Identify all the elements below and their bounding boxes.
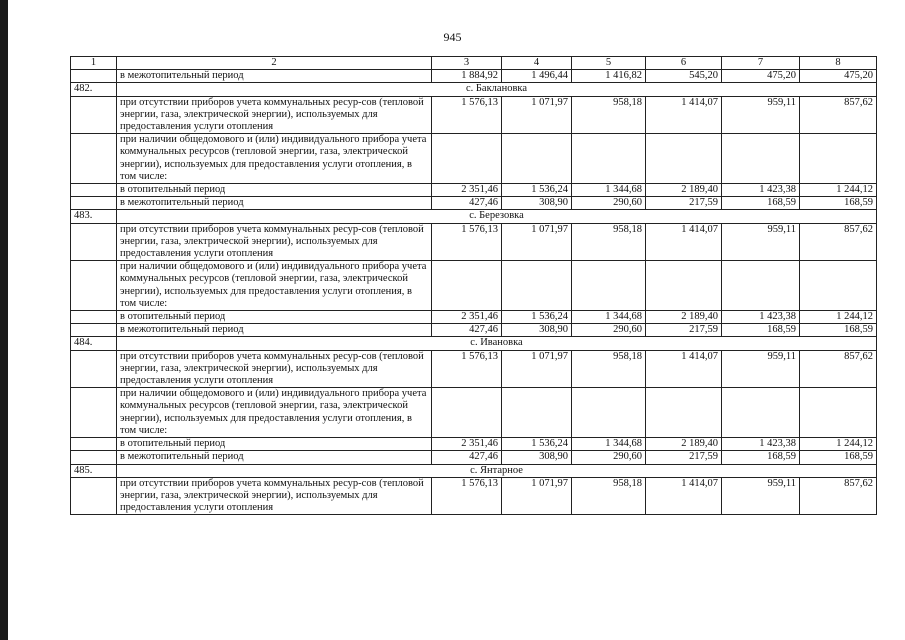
- tariff-value: 1 071,97: [502, 477, 572, 515]
- tariff-value: 1 423,38: [722, 311, 800, 324]
- tariff-value: 1 344,68: [572, 438, 646, 451]
- row-number: [71, 134, 117, 184]
- row-number: [71, 223, 117, 261]
- row-number: [71, 311, 117, 324]
- tariff-value: 1 244,12: [800, 311, 877, 324]
- tariff-value: [646, 134, 722, 184]
- tariff-value: 168,59: [800, 451, 877, 464]
- tariff-value: 2 351,46: [432, 311, 502, 324]
- table-row: [71, 134, 877, 184]
- row-description: при отсутствии приборов учета коммунальных ресур-сов (тепловой энергии, газа, электрической энергии), используемых для предоставления услуги отопления: [117, 350, 432, 388]
- column-number-header: 7: [722, 57, 800, 70]
- tariff-value: 168,59: [722, 197, 800, 210]
- column-number-header: 1: [71, 57, 117, 70]
- row-number: [71, 477, 117, 515]
- tariff-value: 427,46: [432, 197, 502, 210]
- tariff-value: [432, 388, 502, 438]
- column-number-header: 5: [572, 57, 646, 70]
- tariff-value: 2 189,40: [646, 184, 722, 197]
- tariff-value: 290,60: [572, 197, 646, 210]
- tariff-value: 1 344,68: [572, 311, 646, 324]
- tariff-value: 958,18: [572, 96, 646, 134]
- village-row: [71, 464, 877, 477]
- tariff-value: 217,59: [646, 324, 722, 337]
- tariff-value: 959,11: [722, 223, 800, 261]
- row-number: [71, 388, 117, 438]
- tariff-value: 1 071,97: [502, 96, 572, 134]
- table-row: [71, 477, 877, 515]
- tariff-value: 1 884,92: [432, 70, 502, 83]
- row-description: при наличии общедомового и (или) индивидуального прибора учета коммунальных ресурсов (тепловой энергии, газа, электрической энергии), используемых для предоставления услуги отопления, в том числе:: [117, 261, 432, 311]
- row-description: при наличии общедомового и (или) индивидуального прибора учета коммунальных ресурсов (тепловой энергии, газа, электрической энергии), используемых для предоставления услуги отопления, в том числе:: [117, 388, 432, 438]
- column-number-row: [71, 57, 877, 70]
- tariff-value: [572, 261, 646, 311]
- tariff-value: 168,59: [800, 197, 877, 210]
- row-number: [71, 451, 117, 464]
- tariff-value: 1 414,07: [646, 96, 722, 134]
- tariff-value: 1 071,97: [502, 350, 572, 388]
- tariff-value: 1 536,24: [502, 438, 572, 451]
- row-number: [71, 438, 117, 451]
- row-number: 484.: [71, 337, 117, 350]
- row-number: [71, 70, 117, 83]
- row-number: [71, 324, 117, 337]
- tariff-value: [502, 134, 572, 184]
- row-description: в отопительный период: [117, 311, 432, 324]
- column-number-header: 6: [646, 57, 722, 70]
- column-number-header: 2: [117, 57, 432, 70]
- village-name: с. Ивановка: [117, 337, 877, 350]
- village-row: [71, 210, 877, 223]
- table-row: [71, 223, 877, 261]
- row-number: [71, 261, 117, 311]
- village-name: с. Баклановка: [117, 83, 877, 96]
- tariff-value: 168,59: [800, 324, 877, 337]
- table-row: [71, 70, 877, 83]
- table-row: [71, 261, 877, 311]
- tariff-value: 1 536,24: [502, 184, 572, 197]
- tariff-value: 427,46: [432, 451, 502, 464]
- tariff-value: 857,62: [800, 350, 877, 388]
- tariff-value: 1 071,97: [502, 223, 572, 261]
- table-row: [71, 350, 877, 388]
- row-number: [71, 197, 117, 210]
- tariff-value: 2 189,40: [646, 311, 722, 324]
- table-row: [71, 438, 877, 451]
- table-row: [71, 184, 877, 197]
- tariff-value: 857,62: [800, 223, 877, 261]
- row-description: при отсутствии приборов учета коммунальных ресур-сов (тепловой энергии, газа, электрической энергии), используемых для предоставления услуги отопления: [117, 96, 432, 134]
- village-name: с. Янтарное: [117, 464, 877, 477]
- column-number-header: 3: [432, 57, 502, 70]
- tariff-value: 2 351,46: [432, 184, 502, 197]
- column-number-header: 8: [800, 57, 877, 70]
- tariff-value: [432, 134, 502, 184]
- row-description: в отопительный период: [117, 438, 432, 451]
- row-description: при отсутствии приборов учета коммунальных ресур-сов (тепловой энергии, газа, электрической энергии), используемых для предоставления услуги отопления: [117, 223, 432, 261]
- tariff-value: 857,62: [800, 477, 877, 515]
- scan-edge-bar: [0, 0, 8, 640]
- tariff-value: [502, 388, 572, 438]
- row-number: 483.: [71, 210, 117, 223]
- tariff-value: 1 576,13: [432, 223, 502, 261]
- tariff-value: 1 496,44: [502, 70, 572, 83]
- tariff-value: [432, 261, 502, 311]
- table-row: [71, 451, 877, 464]
- village-row: [71, 337, 877, 350]
- tariff-value: 168,59: [722, 324, 800, 337]
- tariff-value: 959,11: [722, 96, 800, 134]
- row-number: 485.: [71, 464, 117, 477]
- tariff-value: 1 414,07: [646, 350, 722, 388]
- row-description: в межотопительный период: [117, 197, 432, 210]
- tariff-value: 427,46: [432, 324, 502, 337]
- tariff-value: [572, 134, 646, 184]
- row-number: [71, 184, 117, 197]
- row-description: в межотопительный период: [117, 70, 432, 83]
- tariff-value: 1 576,13: [432, 350, 502, 388]
- row-description: при отсутствии приборов учета коммунальных ресур-сов (тепловой энергии, газа, электрической энергии), используемых для предоставления услуги отопления: [117, 477, 432, 515]
- row-description: в межотопительный период: [117, 324, 432, 337]
- tariff-value: 308,90: [502, 324, 572, 337]
- tariff-value: [502, 261, 572, 311]
- tariff-value: 2 351,46: [432, 438, 502, 451]
- tariff-value: 217,59: [646, 451, 722, 464]
- table-row: [71, 96, 877, 134]
- village-name: с. Березовка: [117, 210, 877, 223]
- tariff-value: [800, 261, 877, 311]
- row-number: [71, 350, 117, 388]
- tariff-value: 1 536,24: [502, 311, 572, 324]
- tariff-value: 1 244,12: [800, 438, 877, 451]
- tariff-value: 1 414,07: [646, 477, 722, 515]
- tariff-value: 475,20: [800, 70, 877, 83]
- tariff-value: 857,62: [800, 96, 877, 134]
- tariff-value: 545,20: [646, 70, 722, 83]
- row-number: 482.: [71, 83, 117, 96]
- row-description: в межотопительный период: [117, 451, 432, 464]
- row-number: [71, 96, 117, 134]
- tariff-value: 168,59: [722, 451, 800, 464]
- tariff-value: 958,18: [572, 350, 646, 388]
- tariff-value: 959,11: [722, 350, 800, 388]
- table-row: [71, 311, 877, 324]
- page-number: 945: [443, 30, 462, 44]
- table-row: [71, 324, 877, 337]
- tariff-value: 2 189,40: [646, 438, 722, 451]
- column-number-header: 4: [502, 57, 572, 70]
- tariff-value: 1 416,82: [572, 70, 646, 83]
- tariff-value: [722, 388, 800, 438]
- tariff-value: [722, 261, 800, 311]
- tariff-value: 1 414,07: [646, 223, 722, 261]
- village-row: [71, 83, 877, 96]
- tariff-value: 1 344,68: [572, 184, 646, 197]
- tariff-value: 308,90: [502, 451, 572, 464]
- table-row: [71, 197, 877, 210]
- tariff-value: 958,18: [572, 223, 646, 261]
- tariff-value: [800, 134, 877, 184]
- tariff-value: 1 576,13: [432, 477, 502, 515]
- tariff-value: 958,18: [572, 477, 646, 515]
- tariff-value: 959,11: [722, 477, 800, 515]
- tariff-value: 290,60: [572, 324, 646, 337]
- row-description: в отопительный период: [117, 184, 432, 197]
- tariff-value: 1 423,38: [722, 184, 800, 197]
- tariff-value: 475,20: [722, 70, 800, 83]
- tariff-value: 290,60: [572, 451, 646, 464]
- tariff-value: 1 423,38: [722, 438, 800, 451]
- tariff-value: [722, 134, 800, 184]
- tariff-value: 1 244,12: [800, 184, 877, 197]
- tariff-value: 1 576,13: [432, 96, 502, 134]
- tariff-value: 217,59: [646, 197, 722, 210]
- tariff-table: [70, 56, 877, 515]
- tariff-value: 308,90: [502, 197, 572, 210]
- tariff-value: [572, 388, 646, 438]
- tariff-value: [800, 388, 877, 438]
- row-description: при наличии общедомового и (или) индивидуального прибора учета коммунальных ресурсов (тепловой энергии, газа, электрической энергии), используемых для предоставления услуги отопления, в том числе:: [117, 134, 432, 184]
- tariff-value: [646, 261, 722, 311]
- table-row: [71, 388, 877, 438]
- tariff-value: [646, 388, 722, 438]
